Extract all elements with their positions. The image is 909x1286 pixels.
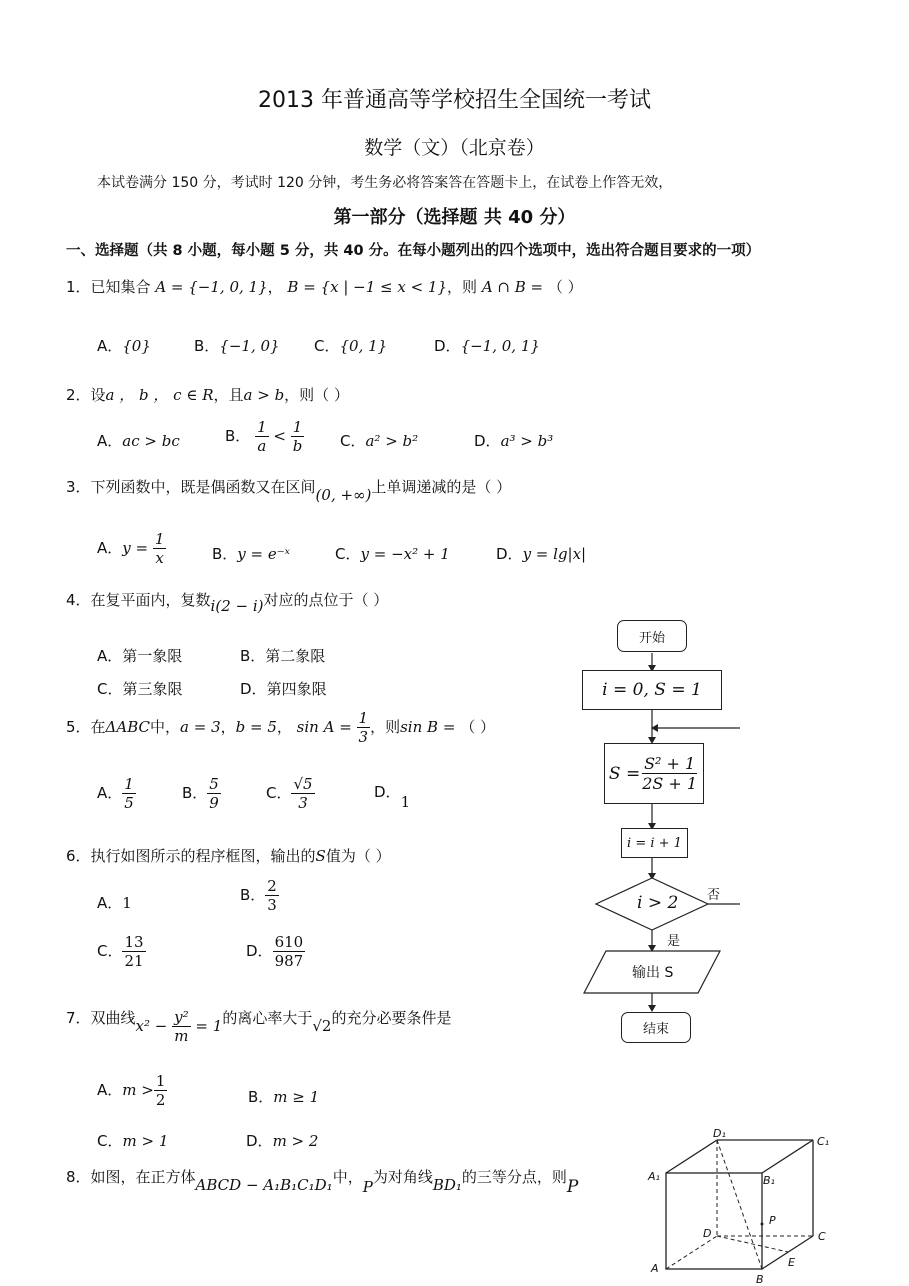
flowchart-start: [617, 620, 687, 652]
question-1: [66, 276, 583, 297]
q5-comma: ，: [276, 718, 292, 736]
q3-option-a[interactable]: [97, 530, 166, 567]
cube-label-c1: C₁: [817, 1135, 830, 1148]
question-8: [66, 1166, 579, 1197]
option-value: {0, 1}: [339, 337, 388, 355]
q1-set-a: A = {−1, 0, 1}: [155, 278, 268, 296]
option-label: A．: [97, 647, 123, 665]
q8-stem-mid3: 的三等分点，则: [461, 1168, 567, 1186]
q2-option-c[interactable]: [340, 430, 418, 451]
q2-stem-pre: 2．设: [66, 386, 106, 404]
option-label: C．: [340, 432, 366, 450]
q7-eq-pre: x² −: [135, 1017, 168, 1035]
fraction: [172, 1008, 191, 1045]
q6-stem-post: 值为（ ）: [325, 847, 391, 865]
fraction: [255, 418, 269, 455]
flowchart-output-label: 输出 S: [632, 965, 674, 981]
q7-stem-pre: 7．双曲线: [66, 1009, 136, 1027]
numerator: S² + 1: [644, 753, 696, 773]
denominator: 21: [124, 952, 144, 970]
q5-stem-mid1: 中，: [150, 718, 181, 736]
q7-stem-post: 的充分必要条件是: [331, 1009, 452, 1027]
q6-option-a[interactable]: [97, 892, 132, 913]
flowchart-update: [604, 743, 704, 804]
option-value: m > 1: [122, 1132, 169, 1150]
q1-sep: ，: [267, 278, 283, 296]
q3-interval: (0, +∞): [315, 486, 372, 504]
fraction: [122, 933, 145, 970]
q2-stem-mid: ，且: [213, 386, 244, 404]
q2-option-b[interactable]: [225, 418, 304, 455]
q3-option-d[interactable]: [496, 543, 586, 564]
denominator: x: [155, 549, 164, 567]
denominator: b: [292, 437, 303, 455]
cube-label-p: P: [769, 1214, 776, 1227]
option-value: m > 2: [272, 1132, 319, 1150]
denominator: 5: [124, 794, 134, 812]
q2-option-d[interactable]: [474, 430, 553, 451]
fraction: [122, 775, 136, 812]
question-4: [66, 589, 389, 615]
fraction: [154, 1072, 168, 1109]
fraction: [207, 775, 221, 812]
numerator: 5: [209, 775, 219, 793]
flowchart-init: [582, 670, 722, 710]
option-value: 1: [400, 793, 411, 811]
question-5: [66, 709, 495, 746]
q3-option-b[interactable]: [212, 543, 290, 564]
option-label: B．: [212, 545, 238, 563]
option-label: C．: [314, 337, 340, 355]
option-label: B．: [248, 1088, 274, 1106]
q6-var: S: [315, 847, 326, 865]
q8-cube: ABCD − A₁B₁C₁D₁: [195, 1176, 333, 1194]
q5-option-b[interactable]: [182, 775, 221, 812]
option-label: A．: [97, 539, 123, 557]
q6-option-b[interactable]: [240, 877, 279, 914]
flowchart-increment: [621, 828, 688, 858]
question-6: [66, 845, 391, 866]
q1-stem-mid: ，则: [447, 278, 478, 296]
q4-stem-pre: 4．在复平面内，复数: [66, 591, 211, 609]
section-heading: 一、选择题（共 8 小题，每小题 5 分，共 40 分。在每小题列出的四个选项中，选出符合题目要求的一项）: [66, 243, 761, 259]
numerator: √5: [293, 775, 313, 793]
part-heading: 第一部分（选择题 共 40 分）: [333, 207, 576, 228]
numerator: 1: [155, 1072, 166, 1090]
option-label: D．: [474, 432, 501, 450]
flowchart-no-label: 否: [707, 888, 721, 903]
numerator: 1: [154, 530, 165, 548]
option-value: {−1, 0, 1}: [460, 337, 540, 355]
denominator: 987: [274, 952, 304, 970]
numerator: 610: [274, 933, 304, 951]
q1-stem-pre: 1．已知集合: [66, 278, 151, 296]
option-label: A．: [97, 337, 123, 355]
q2-cond: a > b: [243, 386, 285, 404]
option-value: ac > bc: [122, 432, 180, 450]
q7-option-a[interactable]: [97, 1072, 167, 1109]
q1-set-b: B = {x | −1 ≤ x < 1}: [287, 278, 448, 296]
option-value: 第二象限: [265, 647, 326, 665]
option-label: A．: [97, 432, 123, 450]
fraction: [153, 530, 167, 567]
q5-b: b = 5: [235, 718, 277, 736]
numerator: 1: [292, 418, 303, 436]
q2-vars: a ， b ， c ∈ R: [105, 386, 214, 404]
denominator: a: [257, 437, 267, 455]
option-label: B．: [194, 337, 220, 355]
option-label: C．: [97, 942, 123, 960]
flowchart-init-label: i = 0, S = 1: [602, 680, 702, 700]
option-label: B．: [240, 647, 266, 665]
option-label: D．: [246, 1132, 273, 1150]
flowchart-yes-label: 是: [667, 934, 681, 949]
option-label: C．: [97, 1132, 123, 1150]
fraction: [357, 709, 371, 746]
exam-note: 本试卷满分 150 分，考试时 120 分钟，考生务必将答案答在答题卡上，在试卷上作答无效，: [97, 175, 673, 191]
fraction: [273, 933, 306, 970]
flowchart-update-lhs: S =: [608, 763, 641, 784]
cube-label-a: A: [651, 1262, 659, 1275]
q8-p2: P: [566, 1177, 579, 1197]
q4-expr: i(2 − i): [210, 597, 264, 615]
exam-title: 2013 年普通高等学校招生全国统一考试: [258, 88, 651, 113]
option-value: 第一象限: [122, 647, 183, 665]
q2-stem-post: ，则（ ）: [284, 386, 349, 404]
cube-label-c: C: [818, 1230, 826, 1243]
option-label: D．: [240, 680, 267, 698]
q5-option-c[interactable]: [266, 775, 315, 812]
q4-stem-post: 对应的点位于（ ）: [263, 591, 389, 609]
option-value: y = lg|x|: [522, 545, 587, 563]
q5-blank: （ ）: [460, 718, 495, 736]
option-value: a³ > b³: [500, 432, 554, 450]
option-value: 第三象限: [122, 680, 183, 698]
denominator: 2S + 1: [642, 774, 698, 793]
q7-stem-mid: 的离心率大于: [222, 1009, 313, 1027]
q2-option-a[interactable]: [97, 430, 180, 451]
option-value: 第四象限: [266, 680, 327, 698]
q5-a: a = 3: [180, 718, 221, 736]
option-label: C．: [266, 784, 292, 802]
q8-bd: BD₁: [432, 1176, 462, 1194]
option-label: D．: [434, 337, 461, 355]
q7-root: √2: [312, 1017, 332, 1035]
option-value: y = −x² + 1: [360, 545, 450, 563]
q6-stem-pre: 6．执行如图所示的程序框图，输出的: [66, 847, 316, 865]
flowchart-incr-label: i = i + 1: [627, 835, 682, 851]
denominator: 2: [155, 1091, 166, 1109]
q7-option-c[interactable]: [97, 1130, 168, 1151]
option-value: a² > b²: [365, 432, 419, 450]
q5-option-a[interactable]: [97, 775, 136, 812]
q4-option-c[interactable]: [97, 678, 183, 699]
flowchart-end: [621, 1012, 691, 1043]
q5-comma: ，: [220, 718, 236, 736]
fraction: [265, 877, 279, 914]
q8-stem-mid1: 中，: [332, 1168, 363, 1186]
denominator: 3: [267, 896, 277, 914]
option-label: C．: [335, 545, 361, 563]
fraction: [291, 775, 314, 812]
question-7: [66, 1000, 452, 1045]
q8-stem-pre: 8．如图，在正方体: [66, 1168, 196, 1186]
q1-blank: （ ）: [547, 278, 583, 296]
q3-option-c[interactable]: [335, 543, 450, 564]
q1-option-d[interactable]: [434, 335, 540, 356]
numerator: y²: [174, 1008, 189, 1026]
q5-stem-pre: 5．在: [66, 718, 106, 736]
q8-stem-mid2: 为对角线: [372, 1168, 433, 1186]
cube-label-d1: D₁: [713, 1127, 726, 1140]
q1-expr: A ∩ B =: [481, 278, 544, 296]
option-value: y = e⁻ˣ: [237, 545, 290, 563]
question-3: [66, 476, 512, 504]
q5-option-d[interactable]: [374, 781, 411, 811]
option-value: 1: [122, 894, 132, 912]
q3-stem-post: 上单调递减的是（ ）: [371, 478, 512, 496]
denominator: m: [174, 1027, 189, 1045]
cube-label-a1: A₁: [648, 1170, 660, 1183]
option-label: D．: [246, 942, 273, 960]
option-lhs: m >: [122, 1081, 154, 1099]
exam-subtitle: 数学（文）（北京卷）: [364, 137, 545, 159]
q7-eq-post: = 1: [195, 1017, 223, 1035]
option-label: B．: [225, 427, 251, 445]
fraction: [640, 754, 699, 793]
flowchart-condition: i > 2: [637, 893, 679, 913]
q1-option-b[interactable]: [194, 335, 280, 356]
q4-option-a[interactable]: [97, 645, 182, 666]
option-value: m ≥ 1: [273, 1088, 320, 1106]
option-label: D．: [374, 783, 401, 801]
option-label: A．: [97, 1081, 123, 1099]
q5-triangle: ΔABC: [105, 718, 150, 736]
option-value: {−1, 0}: [219, 337, 280, 355]
option-label: A．: [97, 894, 123, 912]
denominator: 9: [209, 794, 219, 812]
cube-label-b1: B₁: [763, 1174, 775, 1187]
flowchart-start-label: 开始: [638, 630, 665, 646]
option-label: D．: [496, 545, 523, 563]
q4-option-d[interactable]: [240, 678, 327, 699]
q6-option-c[interactable]: [97, 933, 146, 970]
q1-option-a[interactable]: [97, 335, 151, 356]
option-label: A．: [97, 784, 123, 802]
numerator: 1: [257, 418, 267, 436]
numerator: 1: [124, 775, 134, 793]
numerator: 2: [267, 877, 277, 895]
q1-option-c[interactable]: [314, 335, 387, 356]
q5-stem-mid2: ，则: [370, 718, 401, 736]
option-label: B．: [240, 886, 266, 904]
q7-option-b[interactable]: [248, 1086, 319, 1107]
q7-option-d[interactable]: [246, 1130, 318, 1151]
q5-sina: sin A =: [296, 718, 352, 736]
q3-stem-pre: 3．下列函数中，既是偶函数又在区间: [66, 478, 316, 496]
fraction: [291, 418, 305, 455]
denominator: 3: [358, 728, 369, 746]
option-label: B．: [182, 784, 208, 802]
flowchart-end-label: 结束: [642, 1022, 669, 1037]
q4-option-b[interactable]: [240, 645, 325, 666]
q8-p: P: [362, 1178, 373, 1196]
cube-figure: [640, 1126, 840, 1286]
numerator: 1: [358, 709, 369, 727]
denominator: 3: [298, 794, 308, 812]
q5-ask: sin B =: [400, 718, 456, 736]
option-value: {0}: [122, 337, 151, 355]
q6-option-d[interactable]: [246, 933, 305, 970]
question-2: [66, 384, 349, 405]
cube-label-e: E: [788, 1256, 795, 1269]
cube-label-b: B: [756, 1273, 764, 1286]
option-lhs: y =: [122, 539, 149, 557]
option-label: C．: [97, 680, 123, 698]
less-than: <: [273, 427, 286, 445]
cube-label-d: D: [703, 1227, 712, 1240]
numerator: 13: [124, 933, 144, 951]
